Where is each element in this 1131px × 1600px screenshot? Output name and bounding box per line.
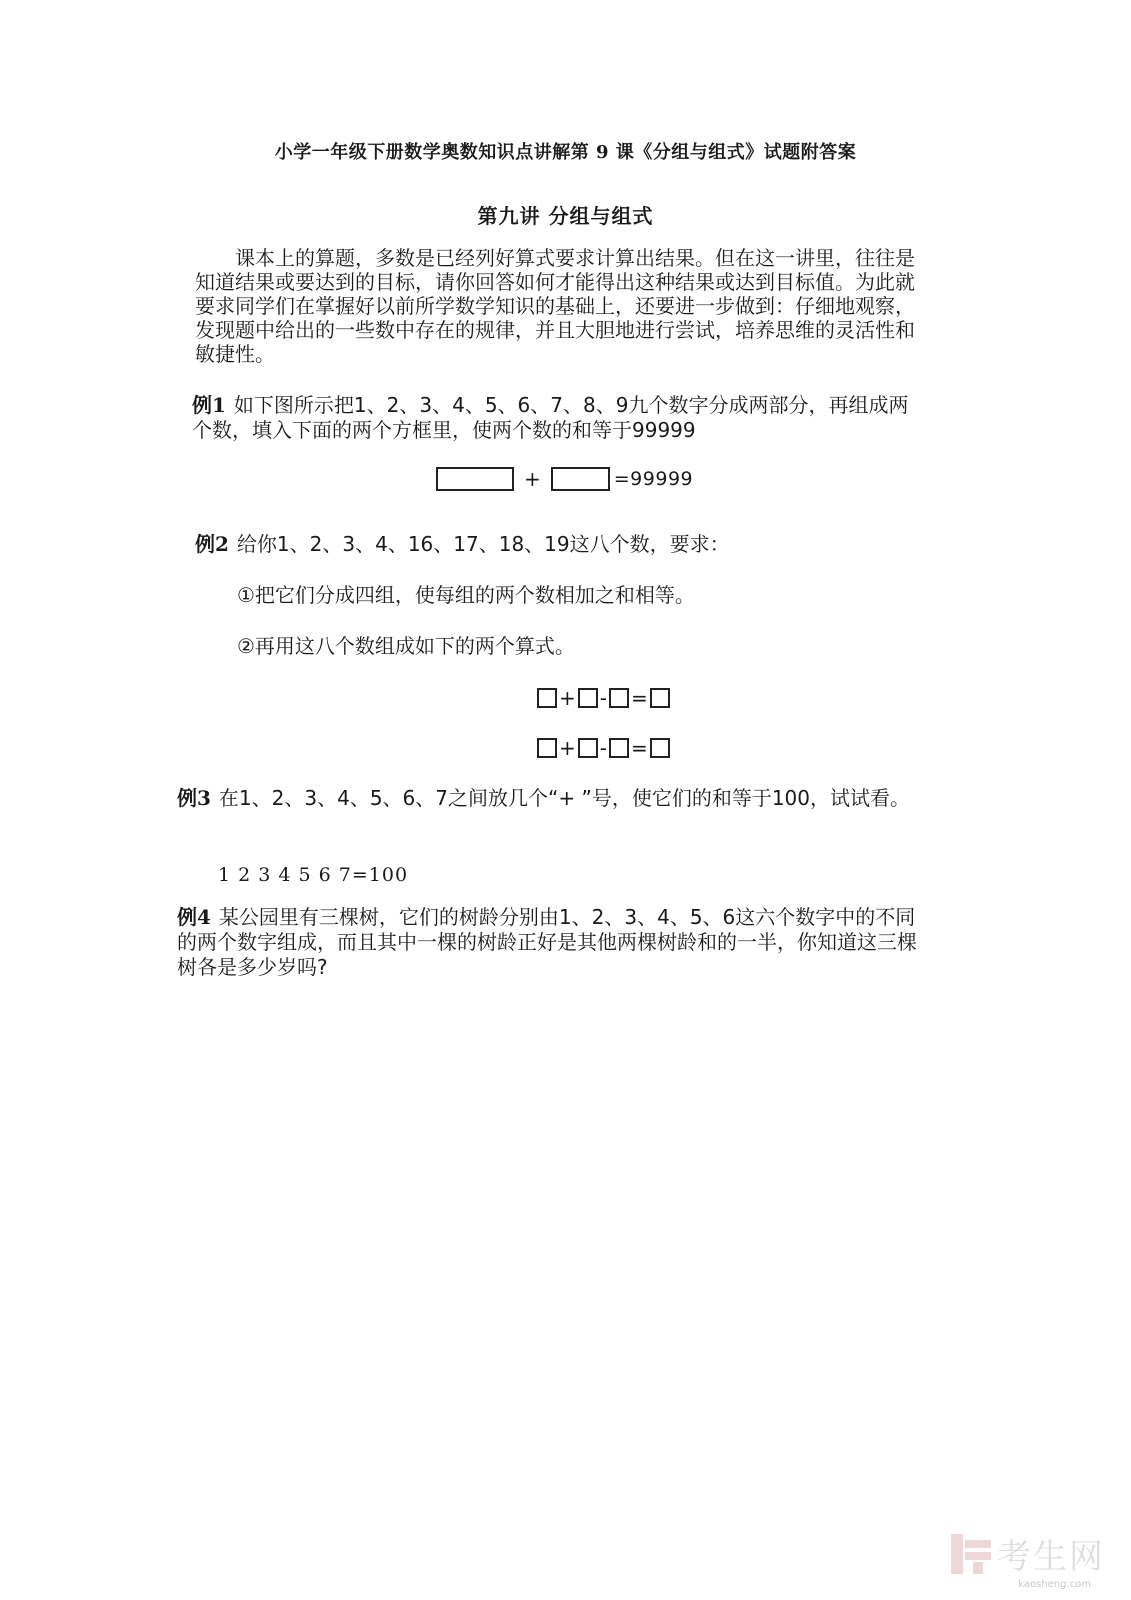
document-title: 小学一年级下册数学奥数知识点讲解第 9 课《分组与组式》试题附答案: [274, 142, 857, 163]
formula-plus: +: [559, 736, 576, 760]
watermark-text: 考生网: [997, 1537, 1105, 1577]
watermark: [951, 1529, 1105, 1578]
example-3-text: 在1、2、3、4、5、6、7之间放几个“+ ”号，使它们的和等于100，试试看。: [218, 786, 911, 810]
watermark-logo-icon: [951, 1534, 991, 1574]
intro-paragraph: 课本上的算题，多数是已经列好算式要求计算出结果。但在这一讲里，往往是知道结果或要达到的目标，请你回答如何才能得出这种结果或达到目标值。为此就要求同学们在掌握好以前所学数学知识的基础上，还要进一步做到：仔细地观察，发现题中给出的一些数中存在的规律，并且大胆地进行尝试，培养思维的灵活性和敏捷性。: [195, 246, 915, 366]
formula-equals: =: [630, 686, 648, 710]
formula-minus: -: [599, 736, 607, 760]
example-1-text: 如下图所示把1、2、3、4、5、6、7、8、9九个数字分成两部分，再组成两个数，填入下面的两个方框里，使两个数的和等于99999: [192, 393, 909, 442]
example-1: [192, 393, 912, 443]
lesson-title: 第九讲 分组与组式: [477, 204, 654, 228]
formula-row-2: [537, 736, 670, 760]
example-4: [177, 905, 929, 980]
example-3: [177, 786, 929, 811]
equation-rhs: =99999: [613, 468, 694, 490]
formula-box: [609, 738, 629, 758]
example-4-text: 某公园里有三棵树，它们的树龄分别由1、2、3、4、5、6这六个数字中的不同的两个数字组成，而且其中一棵的树龄正好是其他两棵树龄和的一半，你知道这三棵树各是多少岁吗?: [177, 905, 917, 979]
example-2: [195, 532, 915, 557]
example-1-label: 例1: [192, 393, 226, 417]
formula-plus: +: [559, 686, 576, 710]
example-3-label: 例3: [177, 786, 211, 810]
example-1-equation: [436, 467, 693, 491]
plus-sign: +: [524, 467, 541, 491]
formula-box: [650, 688, 670, 708]
formula-box: [537, 688, 557, 708]
formula-box: [578, 738, 598, 758]
formula-equals: =: [630, 736, 648, 760]
answer-box-1: [436, 467, 514, 491]
example-2-item-1: ①把它们分成四组，使每组的两个数相加之和相等。: [237, 583, 695, 607]
formula-box: [537, 738, 557, 758]
formula-row-1: [537, 686, 670, 710]
watermark-subtext: kaosheng.com: [1018, 1579, 1091, 1590]
example-4-label: 例4: [177, 905, 211, 929]
example-2-label: 例2: [195, 532, 229, 556]
formula-box: [650, 738, 670, 758]
example-3-sequence: 1 2 3 4 5 6 7=100: [218, 864, 409, 886]
formula-box: [578, 688, 598, 708]
answer-box-2: [551, 467, 610, 491]
formula-box: [609, 688, 629, 708]
example-2-text: 给你1、2、3、4、16、17、18、19这八个数，要求：: [236, 532, 730, 556]
formula-minus: -: [599, 686, 607, 710]
example-2-item-2: ②再用这八个数组成如下的两个算式。: [237, 634, 575, 658]
